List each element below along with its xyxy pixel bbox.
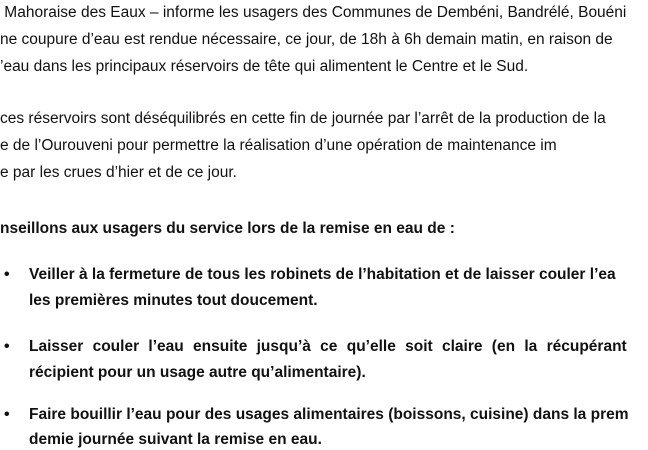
bullet-glyph: •: [4, 338, 10, 355]
bullet-1-line-1: Veiller à la fermeture de tous les robinets de l’habitation et de laisser couler l’ea: [29, 266, 616, 283]
bullet-glyph: •: [4, 406, 10, 423]
paragraph-2-line-1: ces réservoirs sont déséquilibrés en cette fin de journée par l’arrêt de la production de la: [0, 110, 606, 127]
paragraph-1-line-2: ne coupure d’eau est rendue nécessaire, ce jour, de 18h à 6h demain matin, en raison de: [0, 31, 613, 48]
bullet-1-line-2: les premières minutes tout doucement.: [29, 292, 318, 309]
bullet-2-line-1: Laisser couler l’eau ensuite jusqu’à ce qu’elle soit claire (en la récupérant: [29, 338, 627, 355]
bullet-2-line-2: récipient pour un usage autre qu’alimentaire).: [29, 364, 366, 381]
paragraph-1-line-3: ’eau dans les principaux réservoirs de tête qui alimentent le Centre et le Sud.: [0, 58, 529, 75]
paragraph-2-line-2: e de l’Ourouveni pour permettre la réalisation d’une opération de maintenance im: [0, 137, 557, 154]
advice-heading: nseillons aux usagers du service lors de la remise en eau de :: [0, 220, 455, 237]
paragraph-1-line-1: Mahoraise des Eaux – informe les usagers des Communes de Dembéni, Bandrélé, Bouéni: [0, 4, 627, 21]
bullet-3-line-2: demie journée suivant la remise en eau.: [29, 431, 322, 448]
paragraph-2-line-3: e par les crues d’hier et de ce jour.: [0, 164, 237, 181]
bullet-3-line-1: Faire bouillir l’eau pour des usages alimentaires (boissons, cuisine) dans la prem: [29, 406, 629, 423]
bullet-glyph: •: [4, 266, 10, 283]
